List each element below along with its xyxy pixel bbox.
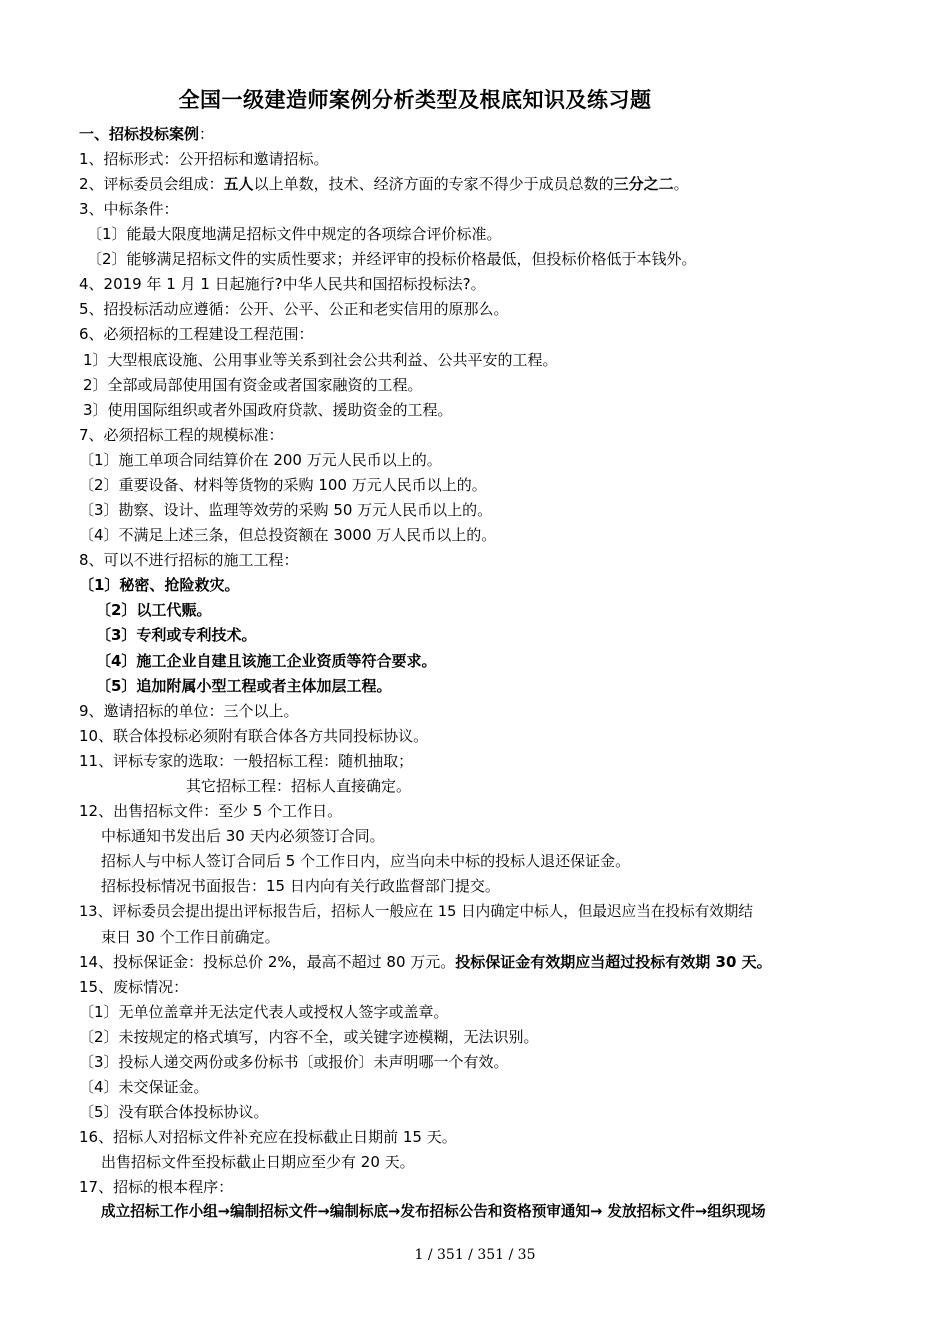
text-line: 10、联合体投标必须附有联合体各方共同投标协议。 [79, 727, 429, 745]
text-span: 以上单数，技术、经济方面的专家不得少于成员总数的 [253, 175, 614, 193]
text-line: 7、必须招标工程的规模标准： [79, 426, 284, 444]
bold-span: 三分之二 [613, 175, 674, 193]
text-line: 2〕全部或局部使用国有资金或者国家融资的工程。 [83, 376, 423, 394]
text-line: 4、2019 年 1 月 1 日起施行?中华人民共和国招标投标法?。 [79, 275, 486, 293]
text-line: 招标投标情况书面报告：15 日内向有关行政监督部门提交。 [101, 877, 500, 895]
bold-span: 投标保证金有效期应当超过投标有效期 30 天。 [455, 953, 772, 971]
text-line: 〔2〕以工代赈。 [96, 601, 212, 619]
text-line: 6、必须招标的工程建设工程范围： [79, 325, 314, 343]
text-line: 〔5〕追加附属小型工程或者主体加层工程。 [96, 677, 392, 695]
text-line: 〔2〕重要设备、材料等货物的采购 100 万元人民币以上的。 [79, 476, 487, 494]
section-heading-text: 一、招标投标案例 [79, 125, 200, 143]
text-line: 3、中标条件： [79, 200, 179, 218]
text-line: 〔3〕专利或专利技术。 [96, 626, 257, 644]
text-line: 9、邀请招标的单位：三个以上。 [79, 702, 299, 720]
text-line: 1、招标形式：公开招标和邀请招标。 [79, 150, 329, 168]
section-heading-colon: ： [199, 125, 215, 143]
text-span: 14、投标保证金：投标总价 2%，最高不超过 80 万元。 [79, 953, 456, 971]
text-line: 16、招标人对招标文件补充应在投标截止日期前 15 天。 [79, 1128, 457, 1146]
page-footer: 1 / 351 / 351 / 35 [414, 1247, 536, 1263]
text-line: 1〕大型根底设施、公用事业等关系到社会公共利益、公共平安的工程。 [83, 351, 558, 369]
text-line: 8、可以不进行招标的施工工程： [79, 551, 299, 569]
text-line: 〔5〕没有联合体投标协议。 [79, 1103, 269, 1121]
text-line: 13、评标委员会提出提出评标报告后，招标人一般应在 15 日内确定中标人，但最迟应当在投标有效期结 [79, 903, 753, 920]
text-line: 11、评标专家的选取：一般招标工程：随机抽取； [79, 752, 414, 770]
document-title: 全国一级建造师案例分析类型及根底知识及练习题 [178, 88, 652, 112]
text-span: 。 [673, 175, 689, 193]
text-line: 成立招标工作小组→编制招标文件→编制标底→发布招标公告和资格预审通知→ 发放招标文件→组织现场 [101, 1203, 766, 1220]
text-line [79, 952, 772, 972]
text-line: 束日 30 个工作日前确定。 [101, 928, 280, 946]
text-line: 中标通知书发出后 30 天内必须签订合同。 [101, 827, 385, 845]
text-span: 2、评标委员会组成： [79, 175, 224, 193]
bold-span: 五人 [223, 175, 254, 193]
text-line: 〔1〕无单位盖章并无法定代表人或授权人签字或盖章。 [79, 1003, 449, 1021]
text-line: 出售招标文件至投标截止日期应至少有 20 天。 [101, 1153, 415, 1171]
text-line: 〔3〕勘察、设计、监理等效劳的采购 50 万元人民币以上的。 [79, 501, 493, 519]
text-line: 〔2〕能够满足招标文件的实质性要求；并经评审的投标价格最低，但投标价格低于本钱外。 [87, 250, 697, 268]
text-line: 〔1〕秘密、抢险救灾。 [79, 576, 240, 594]
text-line: 〔3〕投标人递交两份或多份标书〔或报价〕未声明哪一个有效。 [79, 1053, 509, 1071]
text-line: 17、招标的根本程序： [79, 1178, 234, 1196]
section-heading [79, 124, 214, 144]
text-line: 5、招投标活动应遵循：公开、公平、公正和老实信用的原那么。 [79, 300, 509, 318]
text-line: 〔1〕施工单项合同结算价在 200 万元人民币以上的。 [79, 451, 442, 469]
text-line: 〔4〕施工企业自建且该施工企业资质等符合要求。 [96, 652, 437, 670]
text-line: 3〕使用国际组织或者外国政府贷款、援助资金的工程。 [83, 401, 453, 419]
text-line: 〔4〕不满足上述三条，但总投资额在 3000 万人民币以上的。 [79, 526, 497, 544]
text-line: 12、出售招标文件：至少 5 个工作日。 [79, 802, 343, 820]
text-line: 〔4〕未交保证金。 [79, 1078, 209, 1096]
text-line: 〔1〕能最大限度地满足招标文件中规定的各项综合评价标准。 [87, 225, 502, 243]
text-line: 〔2〕未按规定的格式填写，内容不全，或关键字迹模糊，无法识别。 [79, 1028, 539, 1046]
text-line: 15、废标情况： [79, 978, 189, 996]
text-line [79, 174, 689, 194]
text-line: 其它招标工程：招标人直接确定。 [186, 777, 412, 795]
text-line: 招标人与中标人签订合同后 5 个工作日内，应当向未中标的投标人退还保证金。 [101, 852, 631, 870]
